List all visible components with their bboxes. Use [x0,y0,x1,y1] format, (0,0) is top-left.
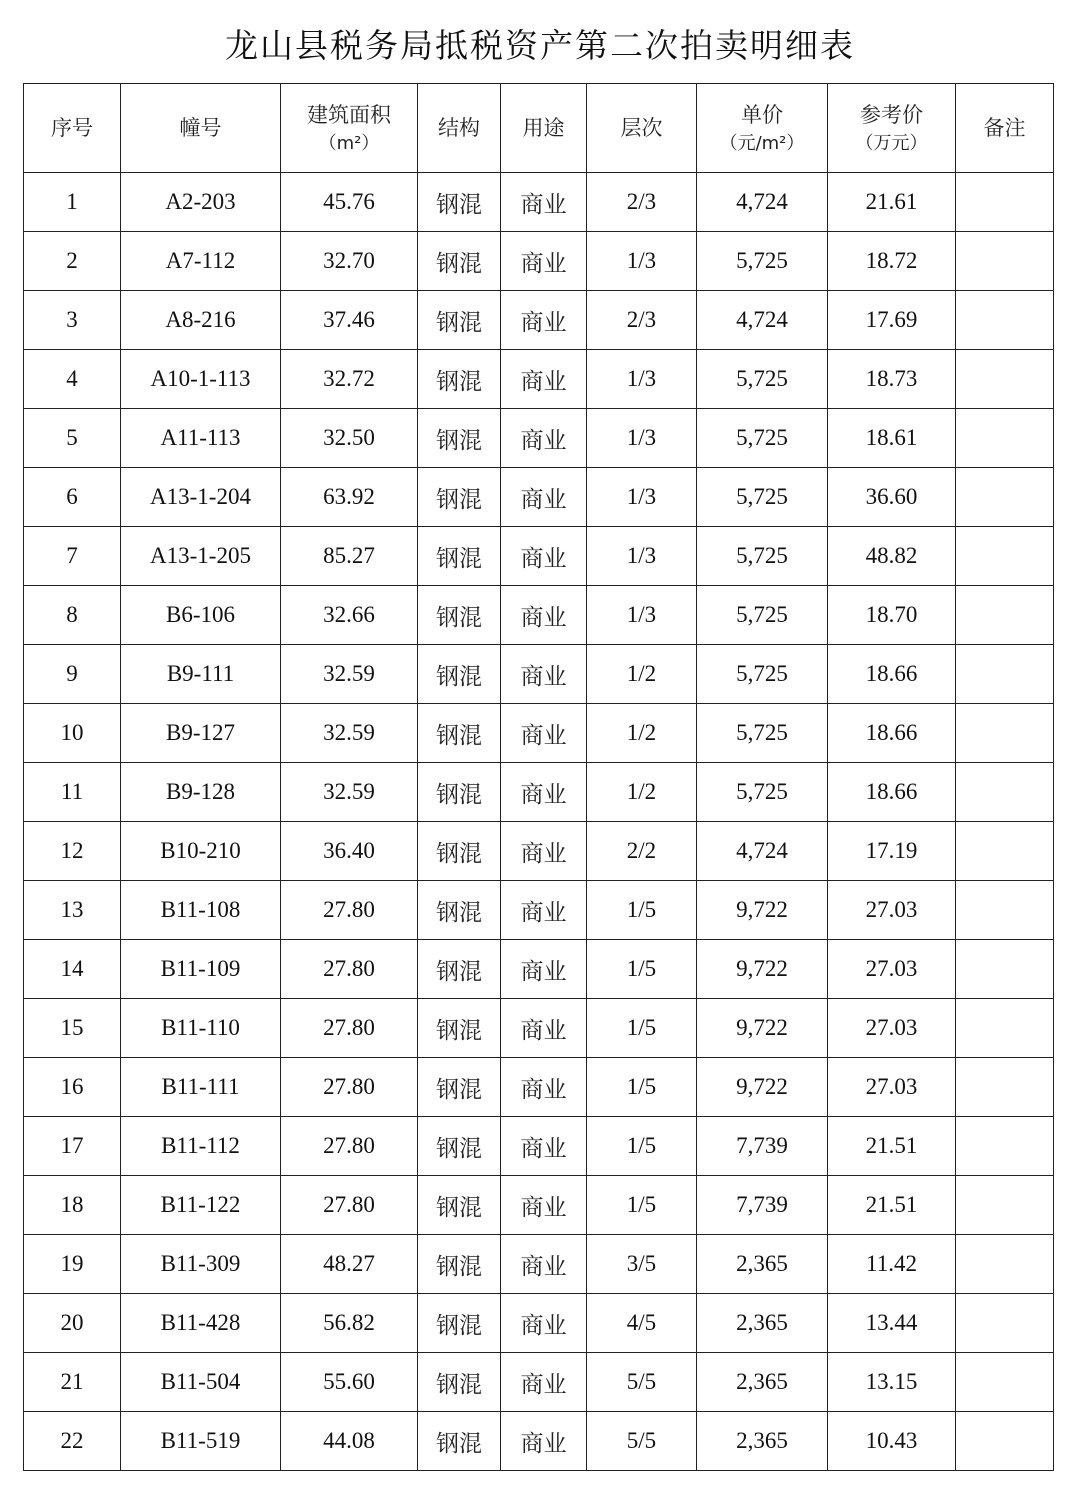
cell-remark [956,881,1054,940]
cell-usage: 商业 [501,763,587,822]
table-row [24,1058,1054,1117]
cell-ref-price: 18.66 [828,645,956,704]
cell-area: 32.59 [281,645,418,704]
cell-usage: 商业 [501,350,587,409]
cell-floor: 1/5 [587,1117,697,1176]
auction-detail-table [23,83,1054,1471]
cell-ref-price: 27.03 [828,999,956,1058]
table-row [24,291,1054,350]
cell-area: 32.72 [281,350,418,409]
cell-structure: 钢混 [418,940,501,999]
cell-seq: 4 [24,350,121,409]
cell-ref-price: 21.61 [828,173,956,232]
cell-unit-price: 5,725 [697,350,828,409]
cell-unit-price: 5,725 [697,232,828,291]
cell-floor: 2/3 [587,291,697,350]
cell-remark [956,1235,1054,1294]
cell-unit-price: 9,722 [697,1058,828,1117]
cell-floor: 1/2 [587,763,697,822]
cell-ref-price: 18.61 [828,409,956,468]
cell-usage: 商业 [501,527,587,586]
cell-structure: 钢混 [418,409,501,468]
cell-usage: 商业 [501,409,587,468]
cell-seq: 9 [24,645,121,704]
cell-seq: 6 [24,468,121,527]
cell-remark [956,1353,1054,1412]
cell-structure: 钢混 [418,822,501,881]
header-floor: 层次 [587,84,697,173]
cell-area: 36.40 [281,822,418,881]
cell-remark [956,1176,1054,1235]
cell-usage: 商业 [501,1058,587,1117]
table-row [24,1412,1054,1471]
table-header-row [24,84,1054,173]
cell-ref-price: 17.69 [828,291,956,350]
cell-structure: 钢混 [418,1294,501,1353]
cell-remark [956,232,1054,291]
cell-seq: 5 [24,409,121,468]
cell-area: 44.08 [281,1412,418,1471]
table-row [24,822,1054,881]
cell-usage: 商业 [501,1117,587,1176]
cell-building: A13-1-204 [121,468,281,527]
cell-structure: 钢混 [418,763,501,822]
cell-building: B11-108 [121,881,281,940]
cell-seq: 11 [24,763,121,822]
cell-usage: 商业 [501,940,587,999]
cell-building: B11-519 [121,1412,281,1471]
cell-ref-price: 13.44 [828,1294,956,1353]
table-row [24,232,1054,291]
cell-remark [956,586,1054,645]
cell-remark [956,409,1054,468]
cell-remark [956,1294,1054,1353]
cell-seq: 10 [24,704,121,763]
header-area [281,84,418,173]
cell-structure: 钢混 [418,1117,501,1176]
cell-building: A11-113 [121,409,281,468]
header-ref-price-label: 参考价 [860,103,923,127]
cell-floor: 1/5 [587,940,697,999]
table-body [24,173,1054,1471]
cell-remark [956,173,1054,232]
cell-floor: 1/3 [587,527,697,586]
cell-usage: 商业 [501,232,587,291]
cell-unit-price: 5,725 [697,527,828,586]
cell-seq: 3 [24,291,121,350]
table-row [24,527,1054,586]
cell-ref-price: 27.03 [828,1058,956,1117]
cell-seq: 19 [24,1235,121,1294]
cell-remark [956,645,1054,704]
header-structure: 结构 [418,84,501,173]
header-usage: 用途 [501,84,587,173]
cell-floor: 1/3 [587,409,697,468]
cell-structure: 钢混 [418,1353,501,1412]
cell-remark [956,350,1054,409]
cell-unit-price: 7,739 [697,1117,828,1176]
cell-ref-price: 21.51 [828,1176,956,1235]
cell-floor: 1/3 [587,232,697,291]
cell-remark [956,468,1054,527]
cell-area: 63.92 [281,468,418,527]
cell-seq: 20 [24,1294,121,1353]
cell-usage: 商业 [501,173,587,232]
cell-structure: 钢混 [418,999,501,1058]
cell-structure: 钢混 [418,586,501,645]
cell-area: 32.59 [281,704,418,763]
cell-floor: 3/5 [587,1235,697,1294]
cell-remark [956,1412,1054,1471]
cell-remark [956,1058,1054,1117]
cell-floor: 1/3 [587,586,697,645]
table-row [24,1353,1054,1412]
cell-unit-price: 5,725 [697,704,828,763]
cell-usage: 商业 [501,291,587,350]
cell-unit-price: 9,722 [697,940,828,999]
cell-remark [956,1117,1054,1176]
cell-building: B11-122 [121,1176,281,1235]
cell-seq: 8 [24,586,121,645]
table-row [24,940,1054,999]
table-row [24,350,1054,409]
cell-ref-price: 11.42 [828,1235,956,1294]
cell-seq: 7 [24,527,121,586]
cell-structure: 钢混 [418,291,501,350]
cell-floor: 1/3 [587,468,697,527]
table-row [24,586,1054,645]
cell-structure: 钢混 [418,527,501,586]
cell-unit-price: 7,739 [697,1176,828,1235]
cell-ref-price: 18.70 [828,586,956,645]
cell-floor: 4/5 [587,1294,697,1353]
cell-building: B11-112 [121,1117,281,1176]
cell-seq: 18 [24,1176,121,1235]
header-building: 幢号 [121,84,281,173]
page-title: 龙山县税务局抵税资产第二次拍卖明细表 [225,26,855,65]
cell-usage: 商业 [501,1176,587,1235]
table-row [24,1294,1054,1353]
table-row [24,999,1054,1058]
table-row [24,645,1054,704]
table-row [24,1117,1054,1176]
cell-floor: 5/5 [587,1412,697,1471]
cell-ref-price: 27.03 [828,881,956,940]
cell-floor: 1/5 [587,1176,697,1235]
cell-building: B11-504 [121,1353,281,1412]
cell-floor: 1/3 [587,350,697,409]
cell-structure: 钢混 [418,1176,501,1235]
cell-structure: 钢混 [418,468,501,527]
cell-structure: 钢混 [418,645,501,704]
cell-unit-price: 5,725 [697,586,828,645]
header-ref-price-unit: （万元） [855,133,928,154]
table-row [24,409,1054,468]
cell-floor: 1/5 [587,999,697,1058]
cell-usage: 商业 [501,1235,587,1294]
cell-floor: 1/5 [587,881,697,940]
cell-remark [956,940,1054,999]
cell-floor: 1/2 [587,645,697,704]
cell-remark [956,527,1054,586]
header-unit-price-unit: （元/m²） [719,133,805,154]
cell-usage: 商业 [501,586,587,645]
cell-area: 55.60 [281,1353,418,1412]
cell-unit-price: 4,724 [697,173,828,232]
cell-area: 27.80 [281,999,418,1058]
cell-building: B11-110 [121,999,281,1058]
cell-area: 85.27 [281,527,418,586]
cell-floor: 1/5 [587,1058,697,1117]
cell-structure: 钢混 [418,1412,501,1471]
cell-floor: 2/3 [587,173,697,232]
cell-area: 32.50 [281,409,418,468]
cell-unit-price: 2,365 [697,1294,828,1353]
cell-building: B9-128 [121,763,281,822]
cell-structure: 钢混 [418,173,501,232]
cell-area: 37.46 [281,291,418,350]
cell-structure: 钢混 [418,232,501,291]
table-row [24,173,1054,232]
cell-building: B10-210 [121,822,281,881]
header-unit-price [697,84,828,173]
cell-ref-price: 48.82 [828,527,956,586]
cell-area: 32.59 [281,763,418,822]
cell-seq: 2 [24,232,121,291]
cell-structure: 钢混 [418,881,501,940]
cell-usage: 商业 [501,999,587,1058]
cell-building: A13-1-205 [121,527,281,586]
cell-area: 27.80 [281,1176,418,1235]
cell-building: B11-309 [121,1235,281,1294]
cell-usage: 商业 [501,881,587,940]
cell-usage: 商业 [501,704,587,763]
cell-building: B9-127 [121,704,281,763]
cell-seq: 22 [24,1412,121,1471]
cell-floor: 2/2 [587,822,697,881]
cell-structure: 钢混 [418,350,501,409]
table-row [24,1176,1054,1235]
cell-remark [956,704,1054,763]
cell-seq: 13 [24,881,121,940]
cell-building: B11-428 [121,1294,281,1353]
header-remark: 备注 [956,84,1054,173]
cell-unit-price: 9,722 [697,881,828,940]
cell-area: 32.70 [281,232,418,291]
table-row [24,763,1054,822]
cell-building: B11-111 [121,1058,281,1117]
cell-area: 27.80 [281,1058,418,1117]
cell-ref-price: 18.66 [828,763,956,822]
header-unit-price-label: 单价 [741,103,783,127]
cell-unit-price: 9,722 [697,999,828,1058]
cell-seq: 16 [24,1058,121,1117]
cell-remark [956,822,1054,881]
table-row [24,1235,1054,1294]
cell-usage: 商业 [501,1353,587,1412]
cell-area: 56.82 [281,1294,418,1353]
table-row [24,468,1054,527]
cell-ref-price: 10.43 [828,1412,956,1471]
cell-remark [956,291,1054,350]
cell-unit-price: 4,724 [697,291,828,350]
cell-building: B9-111 [121,645,281,704]
cell-floor: 1/2 [587,704,697,763]
cell-ref-price: 21.51 [828,1117,956,1176]
header-seq: 序号 [24,84,121,173]
cell-building: B6-106 [121,586,281,645]
cell-unit-price: 5,725 [697,645,828,704]
table-row [24,881,1054,940]
cell-remark [956,763,1054,822]
cell-structure: 钢混 [418,1235,501,1294]
cell-ref-price: 36.60 [828,468,956,527]
cell-building: A8-216 [121,291,281,350]
cell-usage: 商业 [501,1412,587,1471]
cell-unit-price: 5,725 [697,468,828,527]
cell-ref-price: 18.73 [828,350,956,409]
cell-seq: 1 [24,173,121,232]
cell-unit-price: 4,724 [697,822,828,881]
cell-area: 27.80 [281,1117,418,1176]
cell-usage: 商业 [501,645,587,704]
table-row [24,704,1054,763]
cell-ref-price: 27.03 [828,940,956,999]
cell-usage: 商业 [501,1294,587,1353]
cell-seq: 17 [24,1117,121,1176]
cell-structure: 钢混 [418,704,501,763]
cell-seq: 21 [24,1353,121,1412]
cell-unit-price: 2,365 [697,1235,828,1294]
header-area-unit: （m²） [318,133,380,154]
cell-area: 32.66 [281,586,418,645]
cell-ref-price: 17.19 [828,822,956,881]
header-ref-price [828,84,956,173]
cell-ref-price: 13.15 [828,1353,956,1412]
cell-structure: 钢混 [418,1058,501,1117]
cell-ref-price: 18.72 [828,232,956,291]
cell-area: 27.80 [281,940,418,999]
header-area-label: 建筑面积 [307,103,391,127]
cell-unit-price: 5,725 [697,763,828,822]
cell-usage: 商业 [501,468,587,527]
cell-seq: 15 [24,999,121,1058]
cell-floor: 5/5 [587,1353,697,1412]
cell-seq: 14 [24,940,121,999]
cell-unit-price: 2,365 [697,1412,828,1471]
cell-usage: 商业 [501,822,587,881]
cell-unit-price: 5,725 [697,409,828,468]
cell-area: 27.80 [281,881,418,940]
cell-seq: 12 [24,822,121,881]
cell-building: A10-1-113 [121,350,281,409]
cell-building: B11-109 [121,940,281,999]
cell-building: A7-112 [121,232,281,291]
cell-unit-price: 2,365 [697,1353,828,1412]
cell-building: A2-203 [121,173,281,232]
cell-remark [956,999,1054,1058]
cell-area: 48.27 [281,1235,418,1294]
cell-ref-price: 18.66 [828,704,956,763]
cell-area: 45.76 [281,173,418,232]
